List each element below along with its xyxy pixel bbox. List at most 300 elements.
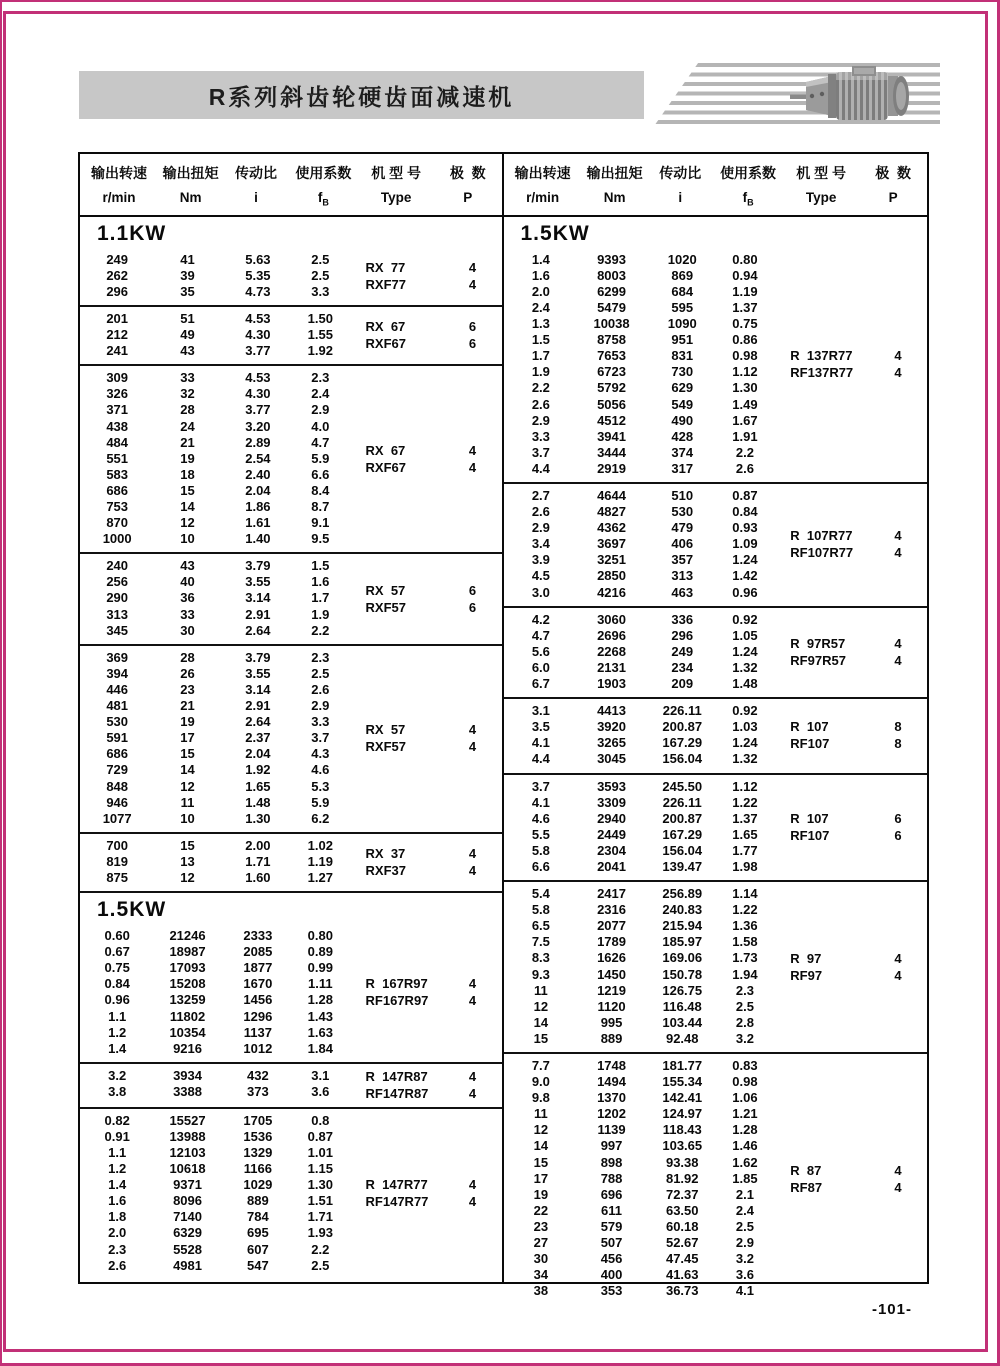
value-rows <box>80 1113 346 1274</box>
ratio-cell: 2.40 <box>245 466 271 482</box>
col-header-speed: 输出转速 r/min <box>90 165 147 205</box>
value-rows <box>80 1068 346 1102</box>
speed-cell: 212 <box>106 327 129 343</box>
ratio-cell: 150.78 <box>662 966 703 982</box>
torque-cell: 9216 <box>173 1040 202 1056</box>
model-type-line: RX 57 <box>365 582 406 598</box>
speed-cell: 446 <box>106 681 129 697</box>
type-area <box>770 779 927 876</box>
speed-cell: 313 <box>106 606 129 622</box>
torque-cell: 35 <box>180 283 195 299</box>
ratio-cell: 3.79 <box>245 649 271 665</box>
ratio-cell: 2333 <box>243 928 273 944</box>
spec-row <box>504 612 771 628</box>
speed-cell: 262 <box>106 267 129 283</box>
model-type-line: RF147R77 <box>365 1194 429 1210</box>
torque-cell: 17 <box>180 730 195 746</box>
type-area <box>770 488 927 601</box>
factor-cell: 9.5 <box>311 531 330 547</box>
spec-row <box>504 300 771 316</box>
col-header-type: 机 型 号 Type <box>371 165 421 205</box>
factor-cell: 2.2 <box>311 622 330 638</box>
spec-row <box>504 1251 771 1267</box>
spec-row <box>504 1090 771 1106</box>
torque-cell: 15527 <box>169 1112 206 1128</box>
speed-cell: 819 <box>106 853 129 869</box>
factor-cell: 1.67 <box>732 412 758 428</box>
speed-cell: 23 <box>533 1218 549 1234</box>
spec-row <box>80 992 346 1008</box>
spec-row <box>80 960 346 976</box>
poles-line: 4 <box>468 442 477 458</box>
model-type-line: R 87 <box>790 1162 822 1178</box>
ratio-cell: 607 <box>247 1241 269 1257</box>
spec-row <box>504 1155 771 1171</box>
model-type-line: R 147R87 <box>365 1068 428 1084</box>
torque-cell: 19 <box>180 714 195 730</box>
title-banner <box>79 71 644 119</box>
torque-cell: 4827 <box>597 504 626 520</box>
ratio-cell: 93.38 <box>665 1154 699 1170</box>
speed-cell: 0.91 <box>104 1128 130 1144</box>
poles <box>869 527 927 561</box>
ratio-cell: 490 <box>671 412 694 428</box>
factor-cell: 2.9 <box>311 698 330 714</box>
speed-cell: 0.82 <box>104 1112 130 1128</box>
spec-row <box>80 1258 346 1274</box>
spec-row <box>504 886 771 902</box>
spec-row <box>80 762 346 778</box>
factor-cell: 1.22 <box>732 902 758 918</box>
torque-cell: 2316 <box>597 902 626 918</box>
torque-cell: 400 <box>600 1267 623 1283</box>
factor-cell: 3.2 <box>735 1251 754 1267</box>
torque-cell: 1219 <box>597 982 626 998</box>
model-type-line: R 137R77 <box>790 348 853 364</box>
type-area <box>770 886 927 1047</box>
ratio-cell: 3.77 <box>245 343 271 359</box>
factor-cell: 1.91 <box>732 428 758 444</box>
torque-cell: 33 <box>180 370 195 386</box>
spec-row <box>504 950 771 966</box>
factor-cell: 1.19 <box>732 283 758 299</box>
speed-cell: 870 <box>106 515 129 531</box>
torque-cell: 2041 <box>597 858 626 874</box>
factor-cell: 1.7 <box>311 590 330 606</box>
spec-row <box>504 1187 771 1203</box>
factor-cell: 1.06 <box>732 1090 758 1106</box>
ratio-cell: 1012 <box>243 1040 273 1056</box>
type-area <box>346 252 502 300</box>
spec-row <box>80 1242 346 1258</box>
col-header-torque: 输出扭矩 Nm <box>162 165 219 205</box>
factor-cell: 1.32 <box>732 659 758 675</box>
factor-cell: 1.62 <box>732 1154 758 1170</box>
torque-cell: 3697 <box>597 536 626 552</box>
torque-cell: 353 <box>600 1283 623 1299</box>
torque-cell: 23 <box>180 681 195 697</box>
speed-cell: 5.5 <box>531 826 550 842</box>
torque-cell: 5479 <box>597 299 626 315</box>
poles <box>443 721 501 755</box>
model-type <box>346 1176 444 1210</box>
factor-cell: 2.5 <box>311 665 330 681</box>
spec-row <box>504 585 771 601</box>
spec-block <box>80 924 502 1062</box>
speed-cell: 753 <box>106 499 129 514</box>
poles-line: 4 <box>468 1068 477 1084</box>
torque-cell: 40 <box>180 574 195 590</box>
speed-cell: 6.5 <box>531 918 550 934</box>
spec-row <box>80 623 346 639</box>
speed-cell: 729 <box>106 762 129 778</box>
factor-cell: 2.4 <box>311 386 330 402</box>
type-area <box>346 370 502 547</box>
factor-cell: 9.1 <box>311 515 330 531</box>
ratio-cell: 2.04 <box>245 482 271 498</box>
spec-row <box>80 928 346 944</box>
torque-cell: 15 <box>180 482 195 498</box>
ratio-cell: 374 <box>671 444 694 460</box>
torque-cell: 1626 <box>597 950 626 966</box>
ratio-cell: 200.87 <box>662 719 703 735</box>
torque-cell: 3309 <box>597 794 626 810</box>
spec-row <box>80 531 346 547</box>
ratio-cell: 2.91 <box>245 698 271 714</box>
ratio-cell: 510 <box>671 488 694 503</box>
poles-line: 4 <box>468 1194 477 1210</box>
torque-cell: 32 <box>180 386 195 402</box>
speed-cell: 15 <box>533 1030 549 1046</box>
speed-cell: 256 <box>106 574 129 590</box>
torque-cell: 7140 <box>173 1209 202 1225</box>
speed-cell: 700 <box>106 837 129 853</box>
value-rows <box>504 779 771 876</box>
factor-cell: 0.87 <box>732 488 758 503</box>
value-rows <box>80 370 346 547</box>
ratio-cell: 3.55 <box>245 665 271 681</box>
ratio-cell: 1877 <box>243 960 273 976</box>
speed-cell: 1077 <box>102 810 132 826</box>
factor-cell: 0.75 <box>732 316 758 332</box>
ratio-cell: 1.60 <box>245 869 271 885</box>
spec-row <box>80 386 346 402</box>
ratio-cell: 1296 <box>243 1008 273 1024</box>
factor-cell: 1.5 <box>311 558 330 574</box>
value-rows <box>504 886 771 1047</box>
speed-cell: 4.7 <box>531 627 550 643</box>
model-type-line: RX 67 <box>365 319 406 335</box>
ratio-cell: 81.92 <box>665 1170 699 1186</box>
spec-row <box>504 1015 771 1031</box>
speed-cell: 2.2 <box>531 380 550 396</box>
type-area <box>346 928 502 1057</box>
factor-cell: 1.63 <box>307 1024 333 1040</box>
ratio-cell: 4.53 <box>245 310 271 326</box>
poles <box>443 1176 501 1210</box>
speed-cell: 34 <box>533 1267 549 1283</box>
value-rows <box>80 838 346 886</box>
ratio-cell: 1329 <box>243 1145 273 1160</box>
poles-line: 4 <box>468 862 477 878</box>
col-header-speed: 输出转速 r/min <box>514 165 571 205</box>
torque-cell: 2304 <box>597 842 626 858</box>
speed-cell: 2.0 <box>108 1225 127 1241</box>
spec-row <box>504 751 771 767</box>
ratio-cell: 155.34 <box>662 1074 703 1090</box>
speed-cell: 9.0 <box>531 1074 550 1090</box>
spec-row <box>504 1138 771 1154</box>
factor-cell: 1.49 <box>732 396 758 412</box>
torque-cell: 39 <box>180 267 195 283</box>
torque-cell: 6723 <box>597 364 626 380</box>
speed-cell: 15 <box>533 1154 549 1170</box>
poles-line: 4 <box>894 950 902 966</box>
factor-cell: 1.22 <box>732 794 758 810</box>
speed-cell: 371 <box>106 402 129 418</box>
factor-cell: 2.3 <box>735 982 754 998</box>
spec-row <box>80 343 346 359</box>
factor-cell: 1.94 <box>732 966 758 982</box>
torque-cell: 13259 <box>169 992 206 1008</box>
torque-cell: 611 <box>601 1202 623 1218</box>
value-rows <box>504 252 771 477</box>
poles-line: 4 <box>468 722 477 738</box>
spec-row <box>504 902 771 918</box>
torque-cell: 12103 <box>169 1145 206 1160</box>
spec-row <box>504 719 771 735</box>
model-type-line: R 97 <box>790 950 822 966</box>
ratio-cell: 1166 <box>243 1161 272 1177</box>
spec-row <box>80 779 346 795</box>
spec-row <box>80 370 346 386</box>
spec-row <box>504 1058 771 1074</box>
ratio-cell: 2.04 <box>245 746 271 762</box>
factor-cell: 3.1 <box>311 1067 330 1083</box>
factor-cell: 0.96 <box>732 584 758 600</box>
spec-row <box>80 499 346 515</box>
ratio-cell: 1456 <box>243 992 273 1008</box>
ratio-cell: 209 <box>671 676 694 692</box>
speed-cell: 3.4 <box>531 536 550 552</box>
poles <box>869 810 927 844</box>
factor-cell: 1.15 <box>307 1161 333 1177</box>
poles-line: 6 <box>894 827 902 843</box>
model-type <box>346 721 444 755</box>
torque-cell: 3265 <box>597 735 626 751</box>
torque-cell: 15208 <box>169 976 206 992</box>
torque-cell: 7653 <box>597 348 626 364</box>
col-header-ratio: 传动比 i <box>659 165 702 205</box>
gear-reducer-photo-icon <box>788 66 920 124</box>
spec-row <box>504 660 771 676</box>
factor-cell: 5.3 <box>311 778 330 794</box>
speed-cell: 290 <box>106 590 129 606</box>
torque-cell: 3934 <box>173 1067 202 1083</box>
factor-cell: 3.2 <box>735 1030 754 1046</box>
speed-cell: 22 <box>533 1202 549 1218</box>
speed-cell: 2.9 <box>531 412 550 428</box>
torque-cell: 456 <box>600 1251 623 1267</box>
col-header-poles: 极 数 P <box>449 165 486 205</box>
factor-cell: 1.11 <box>307 976 333 992</box>
spec-row <box>504 1106 771 1122</box>
ratio-cell: 226.11 <box>662 794 702 810</box>
poles <box>869 635 927 669</box>
speed-cell: 4.2 <box>531 611 550 627</box>
spec-block <box>80 248 502 305</box>
ratio-cell: 226.11 <box>662 703 702 719</box>
factor-cell: 1.24 <box>732 735 758 751</box>
spec-row <box>504 1122 771 1138</box>
speed-cell: 0.75 <box>104 960 130 976</box>
speed-cell: 249 <box>106 251 129 267</box>
spec-row <box>80 1209 346 1225</box>
spec-row <box>80 1025 346 1041</box>
model-type <box>346 1068 444 1102</box>
ratio-cell: 547 <box>247 1257 269 1273</box>
spec-block <box>80 1107 502 1279</box>
factor-cell: 1.71 <box>307 1209 333 1225</box>
factor-cell: 1.85 <box>732 1170 758 1186</box>
poles-line: 6 <box>468 599 477 615</box>
ratio-cell: 5.63 <box>245 251 271 267</box>
ratio-cell: 169.06 <box>662 950 703 966</box>
ratio-cell: 5.35 <box>245 267 271 283</box>
speed-cell: 394 <box>106 665 129 681</box>
ratio-cell: 2.91 <box>245 606 271 622</box>
type-area <box>770 703 927 767</box>
spec-row <box>80 698 346 714</box>
ratio-cell: 3.77 <box>245 402 271 418</box>
spec-row <box>80 838 346 854</box>
speed-cell: 686 <box>106 746 129 762</box>
spec-row <box>504 1235 771 1251</box>
factor-cell: 0.8 <box>311 1112 330 1128</box>
factor-cell: 0.98 <box>732 348 758 364</box>
spec-row <box>80 746 346 762</box>
torque-cell: 5792 <box>597 380 626 396</box>
spec-row <box>80 1145 346 1161</box>
torque-cell: 14 <box>180 499 195 514</box>
factor-cell: 1.65 <box>732 826 758 842</box>
spec-row <box>80 467 346 483</box>
poles-line: 4 <box>894 967 902 983</box>
model-type-line: RF167R97 <box>365 993 429 1009</box>
model-type-line: RXF77 <box>365 276 406 292</box>
speed-cell: 1.1 <box>108 1008 127 1024</box>
torque-cell: 8758 <box>597 332 626 348</box>
factor-cell: 0.84 <box>732 504 758 520</box>
poles <box>443 845 501 879</box>
torque-cell: 43 <box>180 558 195 574</box>
ratio-cell: 234 <box>671 659 694 675</box>
factor-cell: 6.6 <box>311 466 330 482</box>
torque-cell: 15 <box>180 746 195 762</box>
torque-cell: 12 <box>180 778 195 794</box>
spec-row <box>504 397 771 413</box>
spec-row <box>504 859 771 875</box>
poles <box>443 259 501 293</box>
speed-cell: 30 <box>533 1251 549 1267</box>
factor-cell: 4.7 <box>311 434 330 450</box>
poles-line: 6 <box>468 336 477 352</box>
speed-cell: 17 <box>533 1170 549 1186</box>
spec-row <box>504 284 771 300</box>
factor-cell: 1.73 <box>732 950 758 966</box>
speed-cell: 481 <box>106 698 129 714</box>
ratio-cell: 156.04 <box>662 842 703 858</box>
torque-cell: 1748 <box>597 1058 626 1073</box>
ratio-cell: 116.48 <box>662 998 702 1014</box>
model-type-line: R 107 <box>790 810 829 826</box>
torque-cell: 9393 <box>597 251 626 267</box>
factor-cell: 2.8 <box>735 1014 754 1030</box>
ratio-cell: 200.87 <box>662 810 703 826</box>
speed-cell: 2.3 <box>108 1241 127 1257</box>
speed-cell: 1.4 <box>108 1040 127 1056</box>
factor-cell: 1.48 <box>732 676 758 692</box>
spec-row <box>504 364 771 380</box>
factor-cell: 1.02 <box>307 837 333 853</box>
value-rows <box>504 703 771 767</box>
factor-cell: 0.87 <box>307 1128 333 1144</box>
value-rows <box>80 650 346 827</box>
ratio-cell: 336 <box>671 611 694 627</box>
model-type-line: RF137R77 <box>790 365 854 381</box>
speed-cell: 1.6 <box>531 267 550 283</box>
factor-cell: 6.2 <box>311 810 330 826</box>
ratio-cell: 41.63 <box>665 1267 699 1283</box>
factor-cell: 1.09 <box>732 536 758 552</box>
speed-cell: 1000 <box>102 531 132 547</box>
poles <box>443 442 501 476</box>
torque-cell: 997 <box>600 1138 623 1154</box>
value-rows <box>504 612 771 692</box>
speed-cell: 1.5 <box>531 332 550 348</box>
model-type <box>346 845 444 879</box>
model-type-line: R 107R77 <box>790 528 853 544</box>
poles-line: 8 <box>894 736 902 752</box>
factor-cell: 1.14 <box>732 886 758 902</box>
poles <box>869 1162 927 1196</box>
speed-cell: 6.6 <box>531 858 550 874</box>
factor-cell: 2.6 <box>735 460 754 476</box>
ratio-cell: 629 <box>671 380 694 396</box>
factor-cell: 1.50 <box>307 310 333 326</box>
speed-cell: 484 <box>106 434 129 450</box>
torque-cell: 898 <box>600 1154 623 1170</box>
speed-cell: 201 <box>106 310 129 326</box>
torque-cell: 5528 <box>173 1241 202 1257</box>
model-type <box>346 259 444 293</box>
spec-row <box>80 402 346 418</box>
ratio-cell: 240.83 <box>662 902 703 918</box>
spec-row <box>80 1084 346 1100</box>
factor-cell: 1.51 <box>307 1193 333 1209</box>
spec-row <box>80 451 346 467</box>
factor-cell: 3.7 <box>311 730 330 746</box>
poles-line: 4 <box>894 348 902 364</box>
col-header-type: 机 型 号 Type <box>796 165 846 205</box>
torque-cell: 2696 <box>597 627 626 643</box>
torque-cell: 4644 <box>597 488 626 503</box>
speed-cell: 875 <box>106 869 129 885</box>
model-type <box>770 527 869 561</box>
page-number: -101- <box>871 1301 912 1318</box>
ratio-cell: 3.20 <box>245 418 271 434</box>
speed-cell: 11 <box>533 1106 548 1122</box>
